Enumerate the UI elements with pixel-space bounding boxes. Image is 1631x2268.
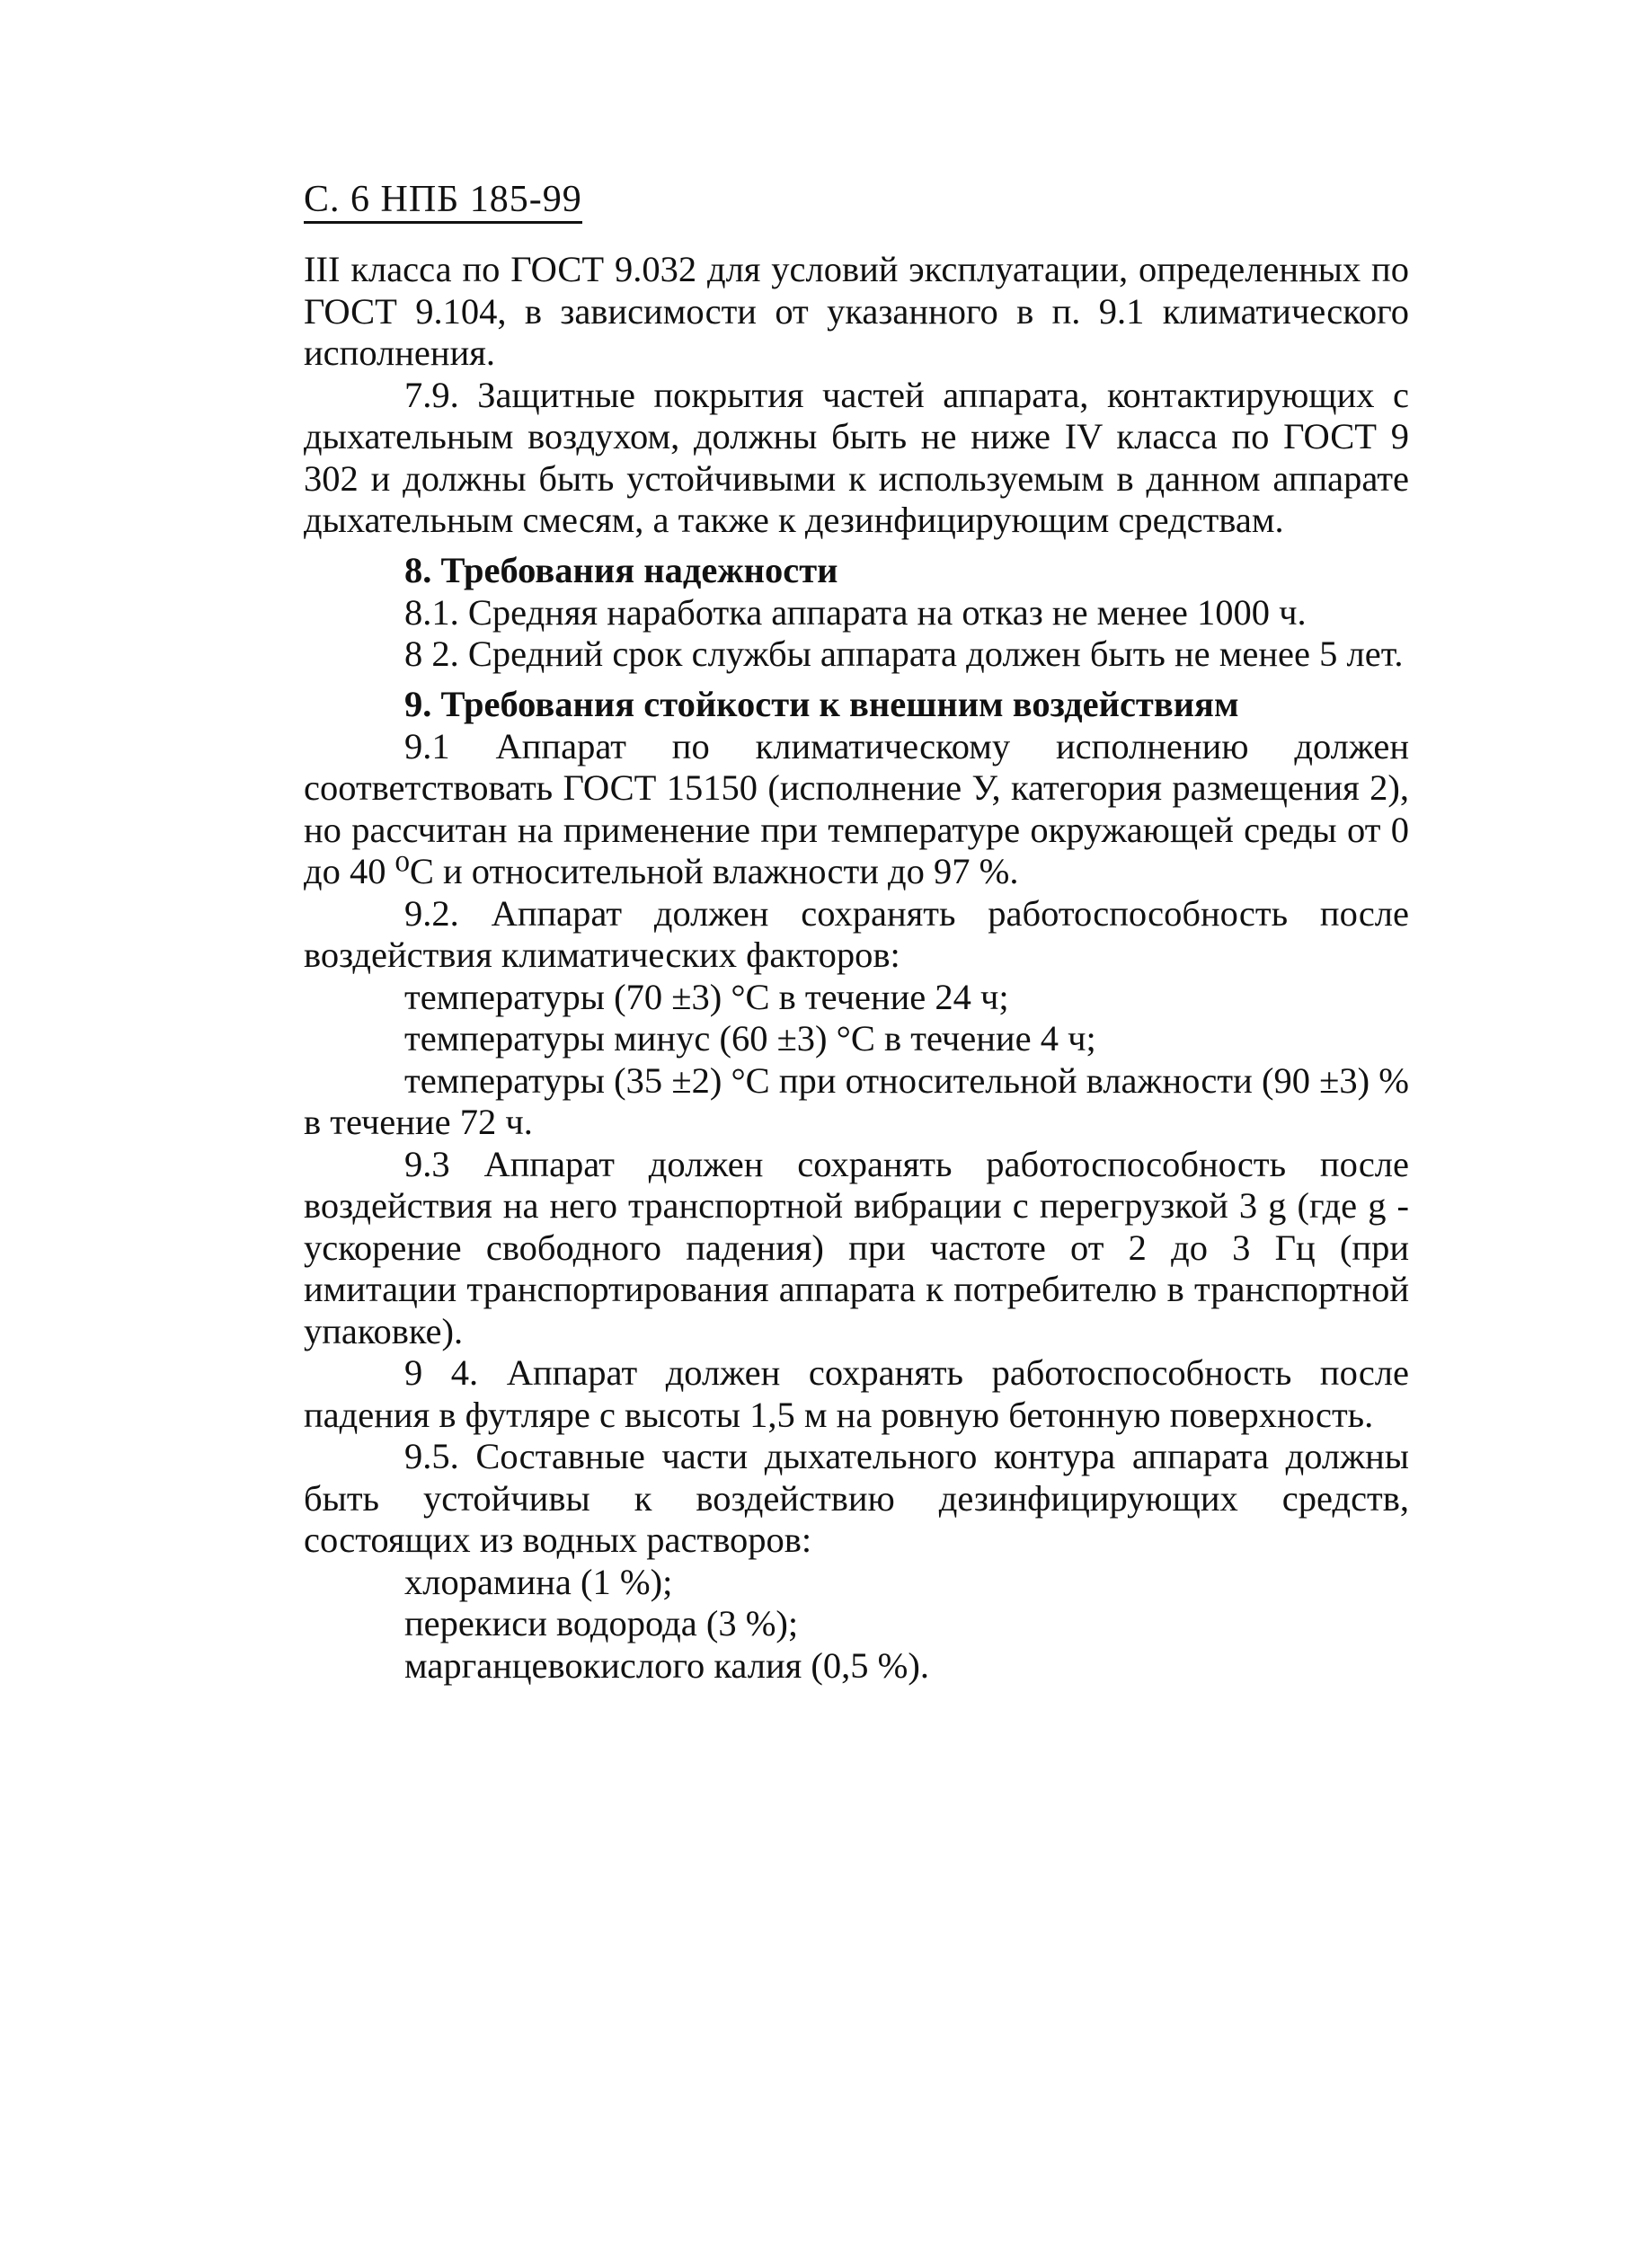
list-item-temp-35: температуры (35 ±2) °С при относительной влажности (90 ±3) % в течение 72 ч. bbox=[304, 1059, 1409, 1143]
paragraph-8-2: 8 2. Средний срок службы аппарата должен быть не менее 5 лет. bbox=[404, 633, 1404, 675]
list-item-hydrogen-peroxide: перекиси водорода (3 %); bbox=[404, 1603, 799, 1644]
paragraph-9-4: 9 4. Аппарат должен сохранять работоспособность после падения в футляре с высоты 1,5 м на ровную бетонную поверхность. bbox=[304, 1352, 1409, 1435]
section-heading-8: 8. Требования надежности bbox=[404, 549, 838, 590]
paragraph-8-1: 8.1. Средняя наработка аппарата на отказ не менее 1000 ч. bbox=[404, 591, 1307, 633]
list-item-temp-70: температуры (70 ±3) °С в течение 24 ч; bbox=[404, 976, 1009, 1017]
list-item-chloramine: хлорамина (1 %); bbox=[404, 1561, 673, 1602]
list-item-potassium-permanganate: марганцевокислого калия (0,5 %). bbox=[404, 1644, 929, 1686]
page-header: С. 6 НПБ 185-99 bbox=[304, 180, 582, 224]
paragraph-9-1: 9.1 Аппарат по климатическому исполнению должен соответствовать ГОСТ 15150 (исполнение У, категория размещения 2), но рассчитан на применение при температуре окружающей среды от 0 до 40 ⁰С и относительной влажности до 97 %. bbox=[304, 725, 1409, 892]
paragraph-class-iii: III класса по ГОСТ 9.032 для условий эксплуатации, определенных по ГОСТ 9.104, в зависимости от указанного в п. 9.1 климатического исполнения. bbox=[304, 249, 1409, 374]
paragraph-9-3: 9.3 Аппарат должен сохранять работоспособность после воздействия на него транспортной вибрации с перегрузкой 3 g (где g - ускорение свободного падения) при частоте от 2 до 3 Гц (при имитации транспортирования аппарата к потребителю в транспортной упаковке). bbox=[304, 1143, 1409, 1351]
paragraph-7-9: 7.9. Защитные покрытия частей аппарата, контактирующих с дыхательным воздухом, должны быть не ниже IV класса по ГОСТ 9 302 и должны быть устойчивыми к используемым в данном аппарате дыхательным смесям, а также к дезинфицирующим средствам. bbox=[304, 374, 1409, 541]
paragraph-9-2: 9.2. Аппарат должен сохранять работоспособность после воздействия климатических факторов: bbox=[304, 892, 1409, 976]
section-heading-9: 9. Требования стойкости к внешним воздействиям bbox=[404, 683, 1239, 724]
document-page bbox=[304, 180, 1409, 1687]
list-item-temp-minus-60: температуры минус (60 ±3) °С в течение 4 ч; bbox=[404, 1018, 1096, 1059]
paragraph-9-5: 9.5. Составные части дыхательного контура аппарата должны быть устойчивы к воздействию дезинфицирующих средств, состоящих из водных растворов: bbox=[304, 1436, 1409, 1561]
